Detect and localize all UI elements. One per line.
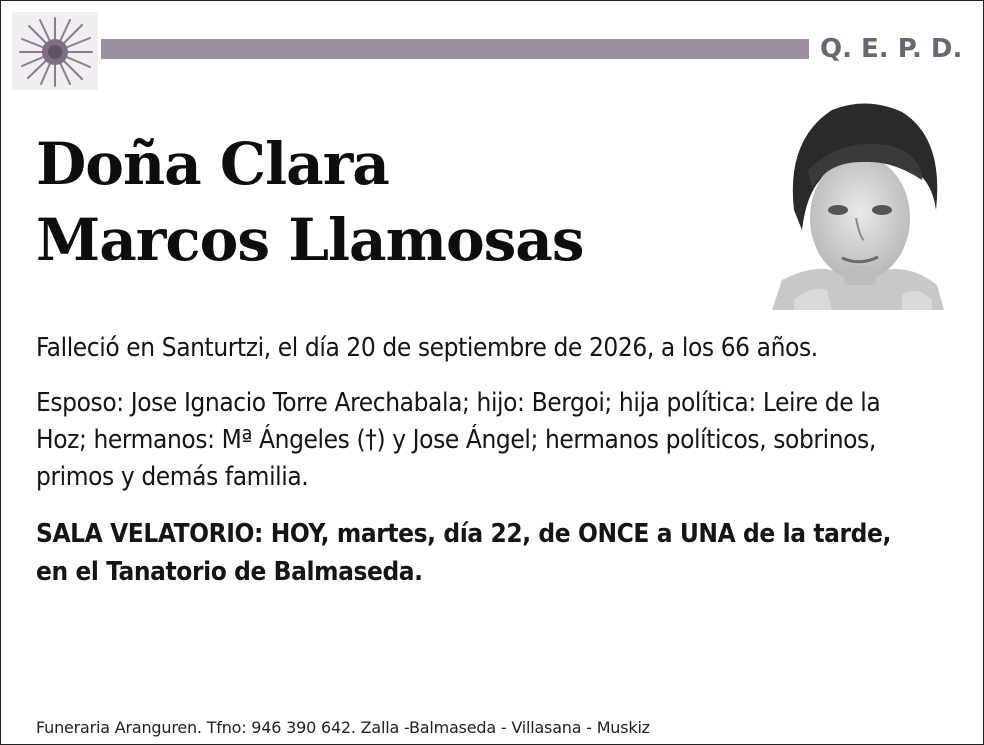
wake-details: SALA VELATORIO: HOY, martes, día 22, de ONCE a UNA de la tarde, en el Tanatorio de Balmaseda. [36, 519, 891, 587]
funeral-home-info: Funeraria Aranguren. Tfno: 946 390 642. Zalla -Balmaseda - Villasana - Muskiz [36, 718, 650, 737]
thistle-flower-icon [12, 12, 98, 90]
deceased-name-line1: Doña Clara [36, 130, 389, 198]
header-divider-bar [101, 39, 809, 59]
portrait-photo [772, 100, 944, 310]
deceased-name [36, 126, 584, 278]
deceased-name-line2: Marcos Llamosas [36, 206, 584, 274]
family-list: Esposo: Jose Ignacio Torre Arechabala; hijo: Bergoi; hija política: Leire de la Hoz; hermanos: Mª Ángeles (†) y Jose Ángel; hermanos políticos, sobrinos, primos y demás familia. [36, 388, 881, 492]
death-notice: Falleció en Santurtzi, el día 20 de septiembre de 2026, a los 66 años. [36, 333, 818, 363]
rip-label: Q. E. P. D. [820, 34, 963, 64]
